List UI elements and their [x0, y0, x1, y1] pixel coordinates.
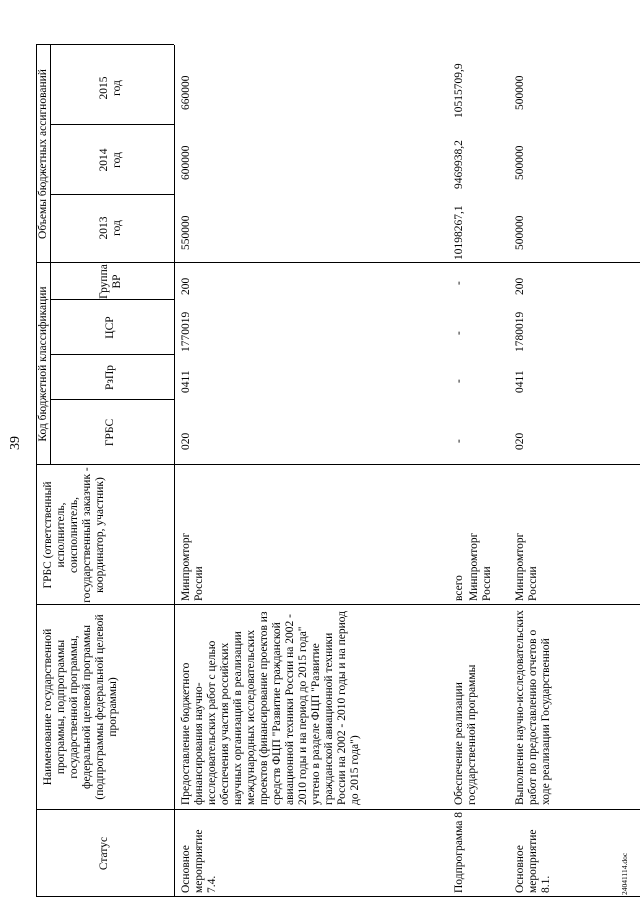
col-sep-2014-2015 — [50, 124, 174, 125]
row3-name: Выполнение научно-исследовательских работ по предоставлению отчетов о ходе реализации Государственной — [514, 610, 552, 805]
row3-2015: 500000 — [514, 75, 526, 110]
col-sep-grbs-code — [36, 464, 640, 465]
header-bottom-line — [174, 45, 175, 897]
table-border-left — [36, 896, 640, 897]
row2-grbs-total: всего — [453, 575, 465, 601]
row1-2014: 600000 — [180, 145, 192, 180]
header-budget-group: Объемы бюджетных ассигнований — [37, 69, 49, 239]
header-subrow-line-code — [50, 263, 51, 465]
header-grbs: ГРБС (ответственный исполнитель, соисполнитель, государственный заказчик - координатор, участник) — [42, 467, 106, 603]
row3-grbs-text: Минпромторг России — [514, 532, 539, 601]
row3-code-csr: 1780019 — [514, 311, 526, 352]
row1-code-vr: 200 — [180, 277, 192, 295]
col-sep-name-grbs — [36, 604, 640, 605]
header-status: Статус — [98, 836, 110, 871]
row1-code-grbs: 020 — [180, 432, 192, 450]
row3-code-rzpr: 0411 — [514, 370, 526, 393]
header-year-2015: 2015 год — [98, 76, 123, 100]
header-subrow-line-budget — [50, 45, 51, 263]
row3-2013: 500000 — [514, 215, 526, 250]
row2-code-csr: - — [453, 331, 465, 335]
row2-name: Обеспечение реализации государственной программы — [453, 664, 478, 805]
page-number: 39 — [8, 436, 23, 450]
row2-2014: 9469938,2 — [453, 140, 465, 189]
row2-code-vr: - — [453, 281, 465, 285]
row1-name: Предоставление бюджетного финансирования научно-исследовательских работ с целью обеспечения участия российских научных организаций в реализации международных исследовательских проектов (финансирование проектов из средств ФЦП "Развитие гражданской авиационной техники России на 2002 - 2010 годы и на период до 2015 года" учтено в разделе ФЦП "Развитие гражданской авиационной техники России на 2002 - 2010 годы и на период до 2015 года") — [180, 610, 361, 805]
row2-code-rzpr: - — [453, 379, 465, 383]
row1-code-csr: 1770019 — [180, 311, 192, 352]
col-sep-status-name — [36, 809, 640, 810]
row3-status: Основное мероприятие 8.1. — [514, 829, 552, 893]
row2-status: Подпрограмма 8 — [453, 811, 465, 893]
row1-grbs-text: Минпромторг России — [180, 532, 205, 601]
row1-2015: 660000 — [180, 75, 192, 110]
row2-2015: 10515709,9 — [453, 63, 465, 118]
row2-grbs-text: Минпромторг России — [468, 532, 493, 601]
row1-2013: 550000 — [180, 215, 192, 250]
row3-2014: 500000 — [514, 145, 526, 180]
header-year-2013: 2013 год — [98, 216, 123, 240]
footer-doc-code: 24041114.doc — [620, 852, 629, 895]
col-sep-2013-2014 — [50, 194, 174, 195]
header-year-2014: 2014 год — [98, 148, 123, 172]
row3-code-vr: 200 — [514, 277, 526, 295]
header-code-rzpr: РзПр — [104, 365, 116, 390]
row1-code-rzpr: 0411 — [180, 370, 192, 393]
header-name: Наименование государственной программы, подпрограммы государственной программы, федеральной целевой программы (подпрограммы федеральной целевой программы) — [42, 614, 119, 800]
row3-code-grbs: 020 — [514, 432, 526, 450]
row1-status: Основное мероприятие 7.4. — [180, 829, 218, 893]
row2-code-grbs: - — [453, 439, 465, 443]
header-code-group: Код бюджетной классификации — [37, 286, 49, 442]
header-code-vr: Группа ВР — [98, 264, 123, 299]
col-sep-code-budget — [36, 262, 640, 263]
header-code-grbs: ГРБС — [104, 418, 116, 447]
row2-2013: 10198267,1 — [453, 205, 465, 260]
table-border-right — [36, 44, 174, 45]
header-code-csr: ЦСР — [104, 316, 116, 339]
